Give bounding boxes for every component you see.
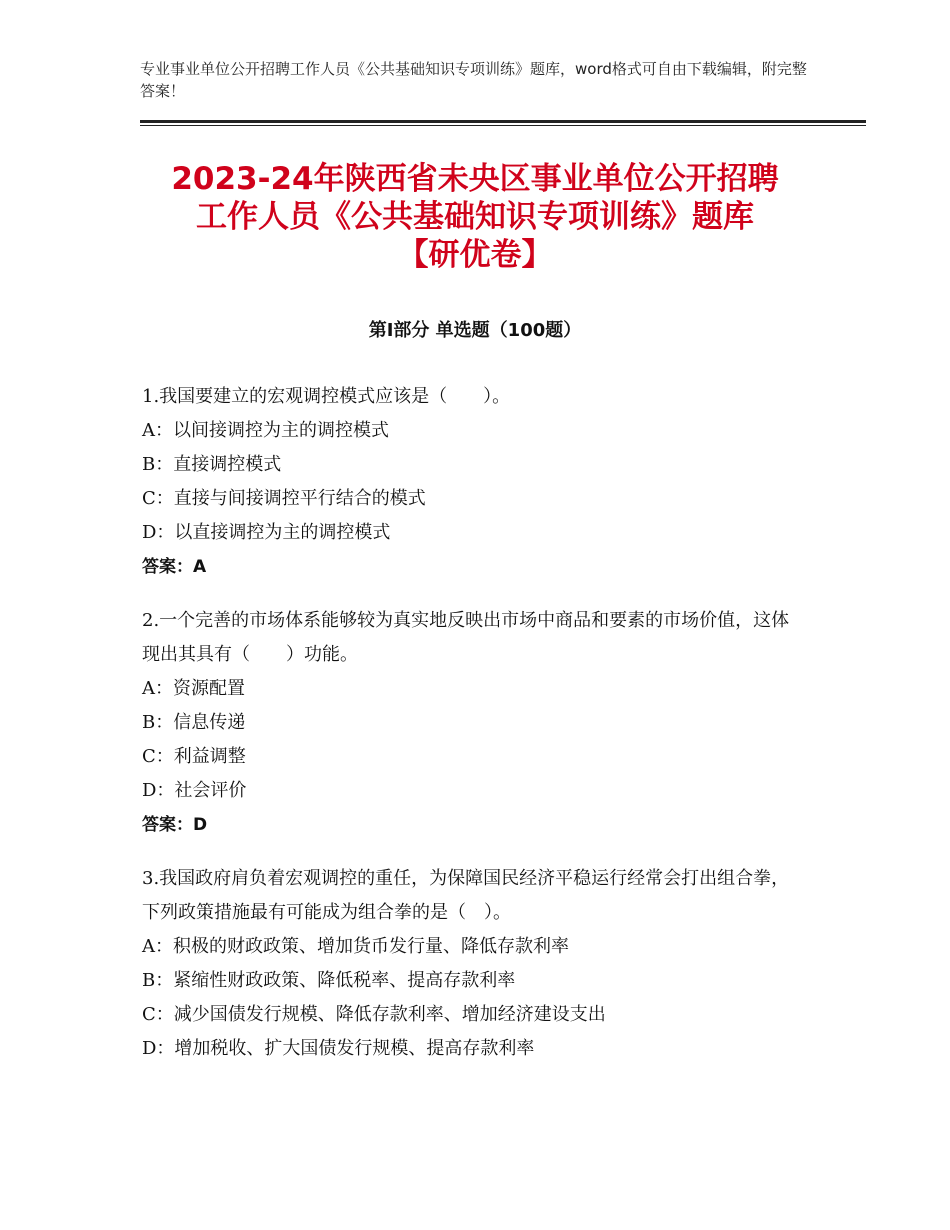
header-rule-thick — [140, 120, 866, 123]
option-a: A：资源配置 — [142, 678, 245, 699]
option-c: C：直接与间接调控平行结合的模式 — [142, 488, 426, 509]
title-line-2: 工作人员《公共基础知识专项训练》题库 — [196, 199, 754, 235]
option-d: D：以直接调控为主的调控模式 — [142, 522, 391, 543]
option-d: D：社会评价 — [142, 780, 247, 801]
option-list — [142, 930, 802, 1066]
option-b: B：信息传递 — [142, 712, 246, 733]
question-stem: 3.我国政府肩负着宏观调控的重任，为保障国民经济平稳运行经常会打出组合拳，下列政策措施最有可能成为组合拳的是（ ）。 — [142, 868, 790, 923]
option-list — [142, 672, 802, 808]
option-c: C：减少国债发行规模、降低存款利率、增加经济建设支出 — [142, 1004, 606, 1025]
option-a: A：以间接调控为主的调控模式 — [142, 420, 389, 441]
option-a: A：积极的财政政策、增加货币发行量、降低存款利率 — [142, 936, 569, 957]
option-list — [142, 414, 802, 550]
option-b: B：紧缩性财政政策、降低税率、提高存款利率 — [142, 970, 516, 991]
document-title — [120, 160, 830, 274]
title-line-3: 【研优卷】 — [397, 237, 553, 273]
answer: 答案：D — [142, 815, 208, 835]
answer: 答案：A — [142, 557, 207, 577]
section-title: 第Ⅰ部分 单选题（100题） — [368, 320, 582, 341]
question-stem: 1.我国要建立的宏观调控模式应该是（ ）。 — [142, 386, 511, 407]
question-list — [142, 380, 802, 1086]
question-stem: 2.一个完善的市场体系能够较为真实地反映出市场中商品和要素的市场价值，这体现出其具有（ ）功能。 — [142, 610, 790, 665]
option-b: B：直接调控模式 — [142, 454, 282, 475]
question-1 — [142, 380, 802, 584]
option-d: D：增加税收、扩大国债发行规模、提高存款利率 — [142, 1038, 535, 1059]
header-note: 专业事业单位公开招聘工作人员《公共基础知识专项训练》题库，word格式可自由下载编辑，附完整答案！ — [140, 60, 807, 100]
question-2 — [142, 604, 802, 842]
option-c: C：利益调整 — [142, 746, 246, 767]
header-rule-thin — [140, 125, 866, 126]
question-3 — [142, 862, 802, 1066]
title-line-1: 2023-24年陕西省未央区事业单位公开招聘 — [171, 161, 779, 197]
